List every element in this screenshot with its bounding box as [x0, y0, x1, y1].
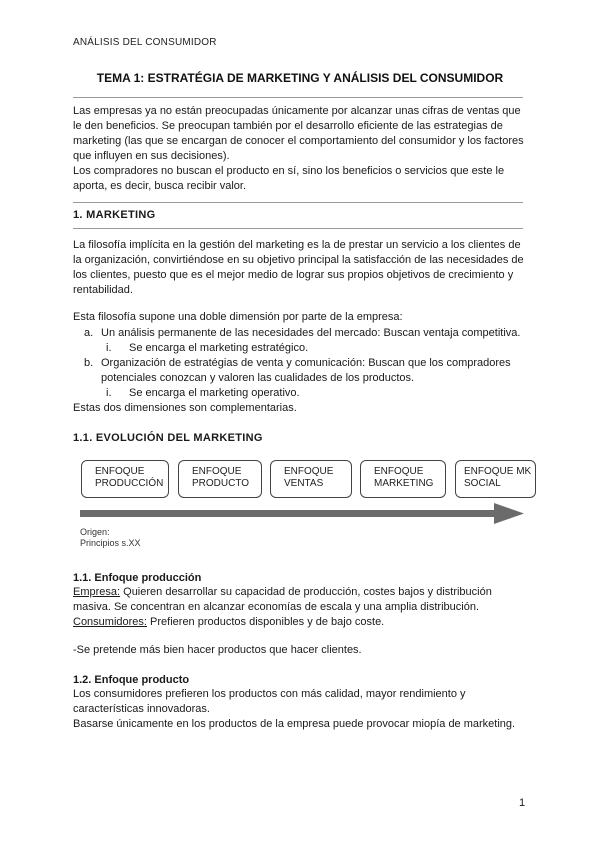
text-line: Las empresas ya no están preocupadas únicamente por alcanzar unas cifras de ventas que [73, 105, 521, 117]
empresa-label: Empresa: [73, 586, 121, 598]
diagram-box-marketing [360, 460, 446, 498]
list-item-a: Un análisis permanente de las necesidades del mercado: Buscan ventaja competitiva. [101, 327, 521, 339]
sub-list-marker: i. [106, 387, 112, 399]
list-marker: a. [84, 327, 94, 339]
text-line: la organización, convirtiéndose en su objetivo principal la satisfacción de las necesidades de [73, 254, 524, 266]
box-line: PRODUCTO [192, 478, 250, 489]
text-line: marketing (las que se encargan de conocer el comportamiento del consumidor y los factores [73, 135, 524, 147]
origin-label: Origen: [80, 527, 110, 537]
sub-list-marker: i. [106, 342, 112, 354]
text-line: que influyen en sus decisiones). [73, 150, 230, 162]
section-heading-marketing: 1. MARKETING [73, 209, 156, 221]
box-line: ENFOQUE MK [464, 466, 532, 477]
consumidores-label: Consumidores: [73, 616, 147, 628]
page-title: TEMA 1: ESTRATÉGIA DE MARKETING Y ANÁLISIS DEL CONSUMIDOR [96, 71, 504, 85]
text-line: le den beneficios. Se preocupan también por el desarrollo eficiente de las estrategias de [73, 120, 503, 132]
origin-value: Principios s.XX [80, 538, 141, 548]
box-line: MARKETING [374, 478, 434, 489]
text-line: potenciales conozcan y valoren las cualidades de los productos. [101, 372, 415, 384]
box-line: ENFOQUE [374, 466, 424, 477]
list-marker: b. [84, 357, 94, 369]
enfoque-produccion-note: -Se pretende más bien hacer productos que hacer clientes. [73, 644, 362, 656]
divider [73, 202, 523, 203]
subheading-enfoque-produccion: 1.1. Enfoque producción [73, 572, 202, 584]
box-line: ENFOQUE [284, 466, 334, 477]
diagram-box-produccion [81, 460, 169, 498]
arrow-shaft [80, 510, 500, 517]
divider [73, 228, 523, 229]
enfoque-produccion-body [73, 585, 533, 630]
list-item-a-sub: Se encarga el marketing estratégico. [129, 342, 309, 354]
section-heading-evolucion: 1.1. EVOLUCIÓN DEL MARKETING [73, 432, 263, 444]
origin-note [80, 527, 141, 549]
text-line: rentabilidad. [73, 284, 133, 296]
text-line: aporta, es decir, busca recibir valor. [73, 180, 247, 192]
box-line: ENFOQUE [192, 466, 242, 477]
list-item-b [101, 356, 511, 386]
text-line: masiva. Se concentran en alcanzar economías de escala y una amplia distribución. [73, 601, 480, 613]
text-line: Basarse únicamente en los productos de la empresa puede provocar miopía de marketing. [73, 718, 516, 730]
box-line: VENTAS [284, 478, 324, 489]
box-line: SOCIAL [464, 478, 501, 489]
marketing-paragraph [73, 238, 533, 298]
box-line: ENFOQUE [95, 466, 145, 477]
enfoque-producto-body [73, 687, 533, 732]
diagram-box-ventas [270, 460, 352, 498]
arrow-head [494, 503, 524, 524]
diagram-box-producto [178, 460, 262, 498]
running-header: ANÁLISIS DEL CONSUMIDOR [73, 37, 217, 48]
text-line [73, 615, 533, 630]
page-number: 1 [519, 797, 526, 809]
empresa-text: Quieren desarrollar su capacidad de producción, costes bajos y distribución [120, 586, 492, 598]
text-line: características innovadoras. [73, 703, 210, 715]
text-line: Organización de estratégias de venta y comunicación: Buscan que los compradores [101, 357, 511, 369]
text-line: La filosofía implícita en la gestión del marketing es la de prestar un servicio a los clientes de [73, 239, 521, 251]
divider [73, 97, 523, 98]
text-line: Los consumidores prefieren los productos con más calidad, mayor rendimiento y [73, 688, 466, 700]
subheading-enfoque-producto: 1.2. Enfoque producto [73, 674, 190, 686]
list-item-b-sub: Se encarga el marketing operativo. [129, 387, 300, 399]
dimensions-closing: Estas dos dimensiones son complementarias. [73, 402, 297, 414]
timeline-arrow [80, 500, 530, 530]
dimension-intro: Esta filosofía supone una doble dimensión por parte de la empresa: [73, 311, 403, 323]
diagram-box-mk-social [455, 460, 536, 498]
box-line: PRODUCCIÓN [95, 478, 164, 489]
text-line: los clientes, puesto que es el mejor medio de lograr sus propios objetivos de crecimiento y [73, 269, 514, 281]
intro-paragraph [73, 104, 533, 194]
text-line: Los compradores no buscan el producto en sí, sino los beneficios o servicios que este le [73, 165, 505, 177]
text-line [73, 585, 533, 600]
consumidores-text: Prefieren productos disponibles y de bajo coste. [146, 616, 385, 628]
